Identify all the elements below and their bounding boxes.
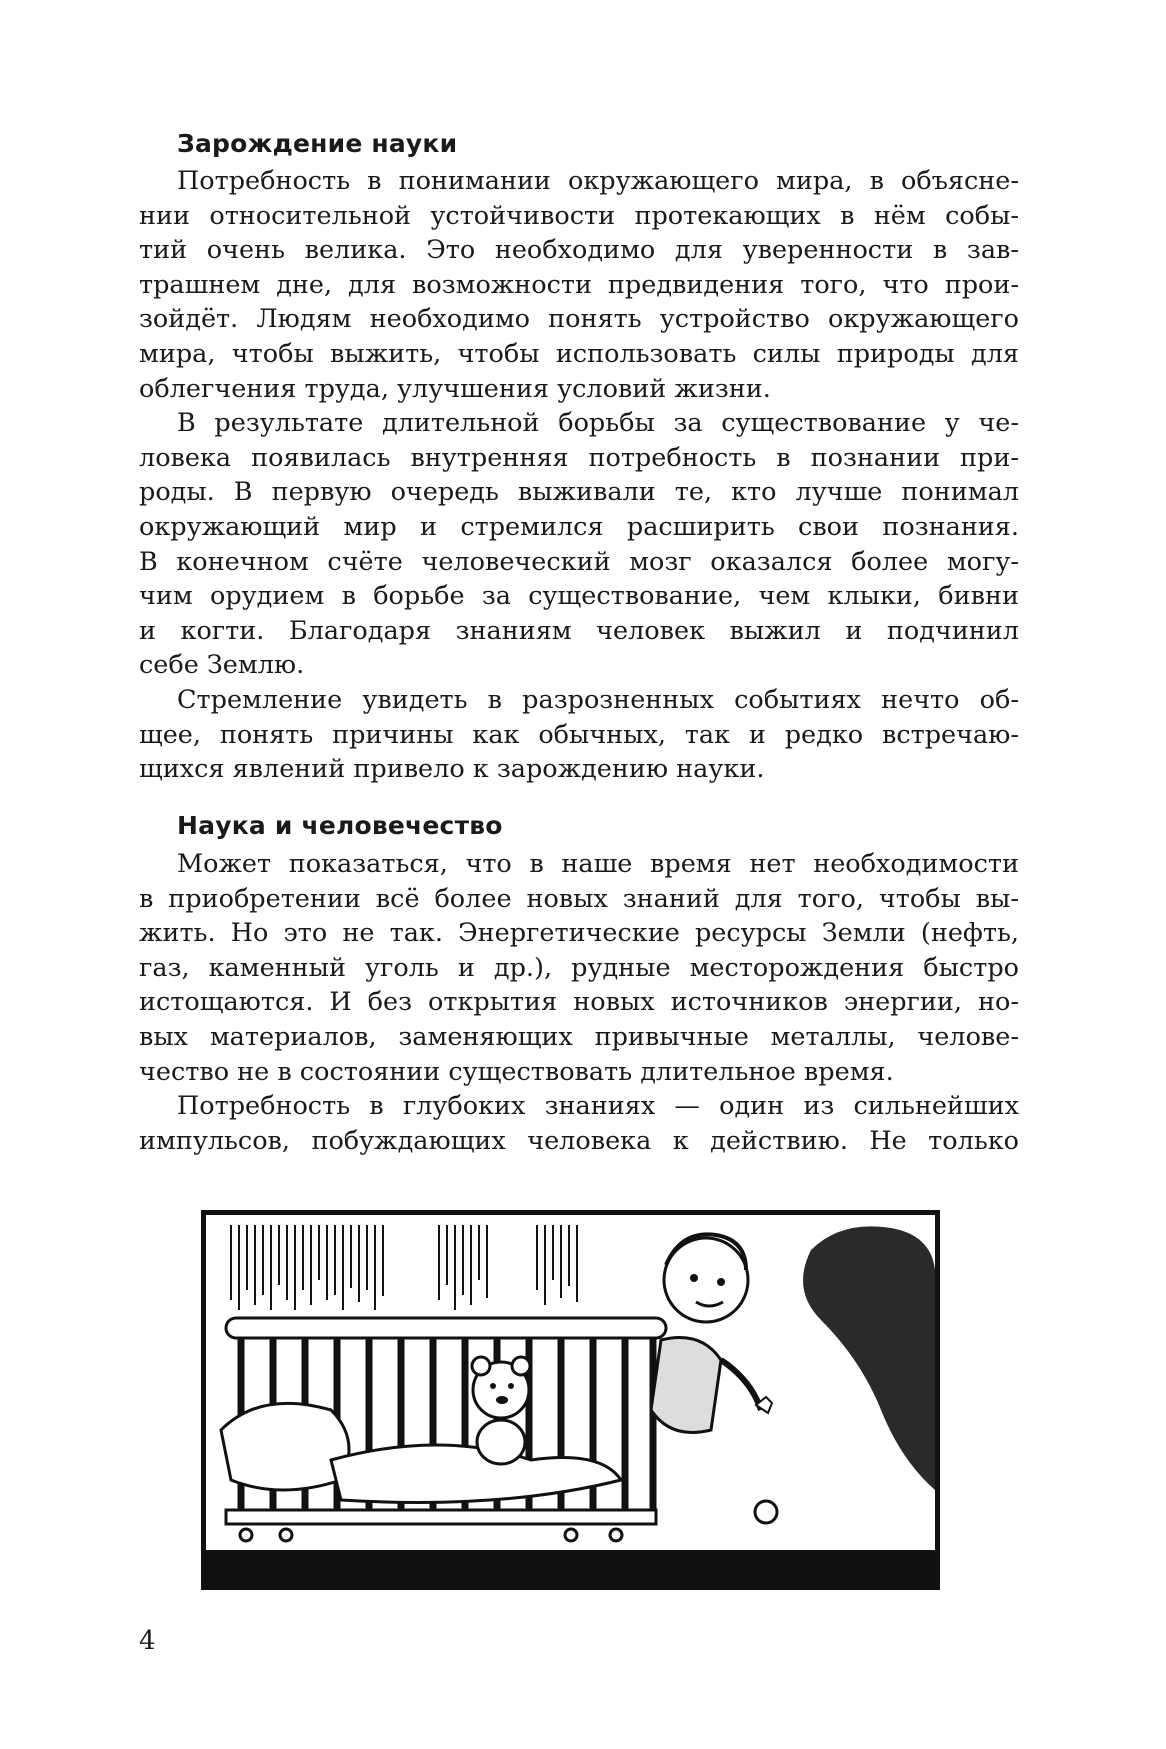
text-line: облегчения труда, улучшения условий жизни. [139,373,771,404]
text-line: истощаются. И без открытия новых источников энергии, но- [139,987,1019,1018]
crib-illustration [201,1210,940,1590]
text-line: чим орудием в борьбе за существование, чем клыки, бивни [139,581,1019,612]
text-line: зойдёт. Людям необходимо понять устройство окружающего [139,304,1019,335]
text-line: окружающий мир и стремился расширить свои познания. [139,511,1019,542]
text-line: и когти. Благодаря знаниям человек выжил и подчинил [139,615,1019,646]
text-line: себе Землю. [139,650,305,681]
text-line: вых материалов, заменяющих привычные металлы, челове- [139,1021,1019,1052]
text-line: ловека появилась внутренняя потребность в познании при- [139,442,1019,473]
teddy-bear [472,1357,530,1464]
text-line: мира, чтобы выжить, чтобы использовать силы природы для [139,338,1019,369]
text-line: Может показаться, что в наше время нет необходимости [177,849,1019,879]
section-text-science-and-humanity [139,847,1019,1158]
text-line: чество не в состоянии существовать длительное время. [139,1056,894,1087]
text-line: Стремление увидеть в разрозненных событиях нечто об- [177,684,1019,715]
text-line: В результате длительной борьбы за существование у че- [177,408,1019,439]
crib-base-rail [226,1510,656,1524]
text-line: в приобретении всё более новых знаний для того, чтобы вы- [139,883,1019,914]
text-line: щихся явлений привело к зарождению науки. [139,754,765,785]
text-line: В конечном счёте человеческий мозг оказался более могу- [139,546,1019,577]
pillow [221,1403,349,1490]
crib-top-rail [226,1318,666,1338]
text-line: Потребность в понимании окружающего мира, в объясне- [177,166,1019,196]
ball [755,1501,777,1523]
section-heading-science-and-humanity: Наука и человечество [177,811,503,840]
page-number: 4 [139,1626,156,1656]
text-line: жить. Но это не так. Энергетические ресурсы Земли (нефть, [139,918,1019,949]
text-line: нии относительной устойчивости протекающих в нём собы- [139,200,1019,231]
crib-drawing [201,1210,940,1590]
text-line: тий очень велика. Это необходимо для уверенности в зав- [139,235,1019,266]
text-line: импульсов, побуждающих человека к действию. Не только [139,1125,1019,1156]
text-line: Потребность в глубоких знаниях — один из сильнейших [177,1091,1019,1122]
section-heading-origin-of-science: Зарождение науки [177,129,458,158]
section-text-origin-of-science [139,164,1019,787]
text-line: трашнем дне, для возможности предвидения того, что прои- [139,269,1019,300]
text-line: газ, каменный уголь и др.), рудные месторождения быстро [139,952,1019,983]
text-line: щее, понять причины как обычных, так и редко встречаю- [139,719,1019,750]
text-line: роды. В первую очередь выживали те, кто лучше понимал [139,477,1019,508]
floor [206,1550,935,1585]
